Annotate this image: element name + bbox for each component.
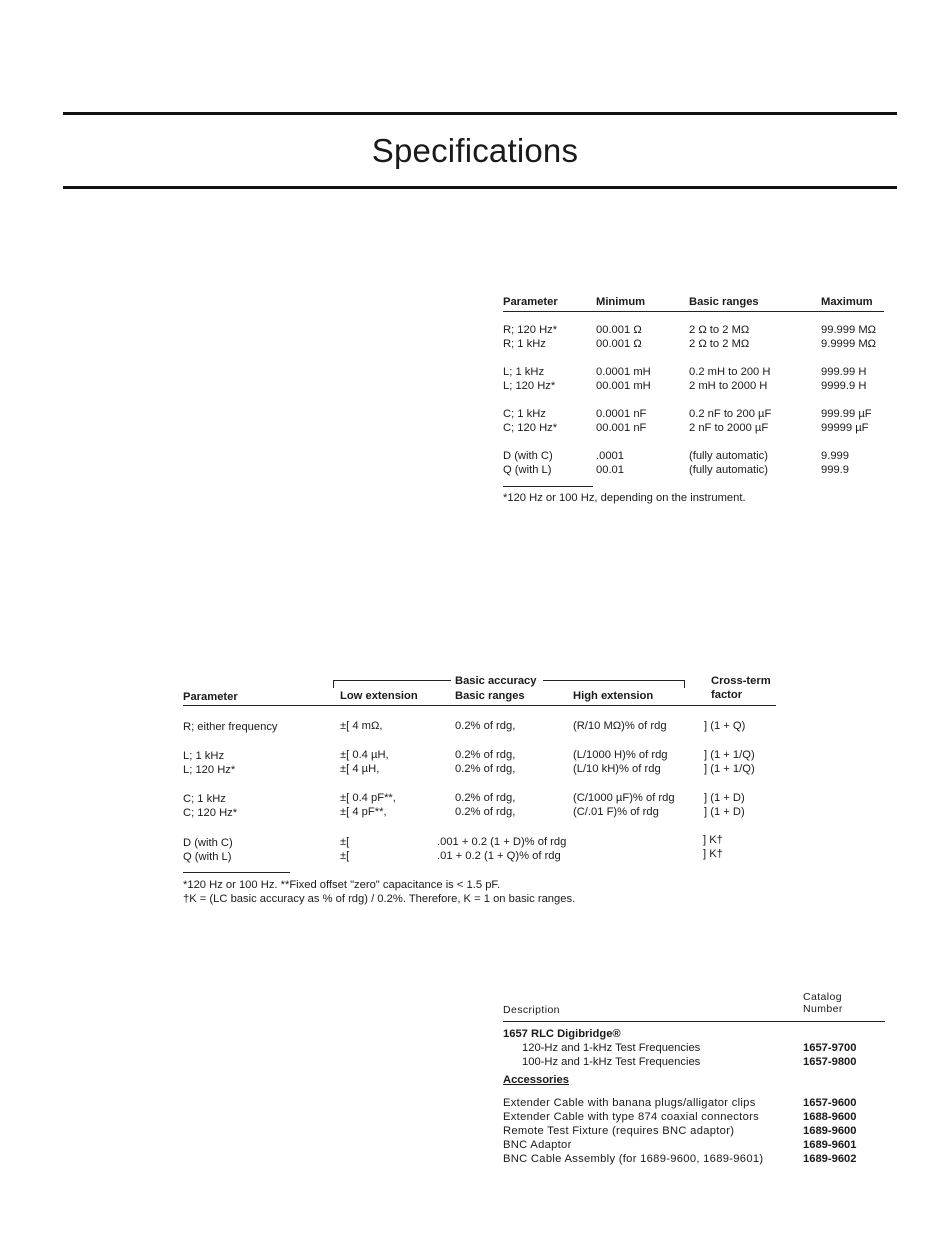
catalog-header-rule bbox=[503, 1021, 885, 1022]
ranges-footnote: *120 Hz or 100 Hz, depending on the instrument. bbox=[503, 492, 746, 504]
basic-accuracy-header: Basic accuracy bbox=[455, 675, 537, 687]
table-cell: ±[ bbox=[340, 836, 350, 848]
title-bottom-rule bbox=[63, 186, 897, 189]
catalog-item-description: 100-Hz and 1-kHz Test Frequencies bbox=[522, 1056, 701, 1068]
accessory-description: BNC Adaptor bbox=[503, 1139, 572, 1151]
accuracy-footnote-2: †K = (LC basic accuracy as % of rdg) / 0.2%. Therefore, K = 1 on basic ranges. bbox=[183, 893, 576, 905]
catalog-item-description: 120-Hz and 1-kHz Test Frequencies bbox=[522, 1042, 701, 1054]
accessory-number: 1689-9602 bbox=[803, 1153, 857, 1165]
table-cell: 00.001 Ω bbox=[596, 324, 642, 336]
table-cell: 0.2% of rdg, bbox=[455, 749, 516, 761]
page-title: Specifications bbox=[371, 132, 579, 169]
table-cell: 2 mH to 2000 H bbox=[689, 380, 768, 392]
accessory-number: 1689-9600 bbox=[803, 1125, 857, 1137]
table-cell: ±[ 0.4 pF**, bbox=[340, 792, 396, 804]
table-cell: 0.0001 mH bbox=[596, 366, 651, 378]
accuracy-footnote-rule bbox=[183, 872, 290, 873]
accuracy-header-low-extension: Low extension bbox=[340, 690, 418, 702]
table-cell: 2 Ω to 2 MΩ bbox=[689, 338, 750, 350]
table-cell: R; 1 kHz bbox=[503, 338, 546, 350]
table-cell: C; 120 Hz* bbox=[183, 807, 238, 819]
accessory-description: Extender Cable with banana plugs/alligator clips bbox=[503, 1097, 756, 1109]
accuracy-header-basic-ranges: Basic ranges bbox=[455, 690, 525, 702]
table-cell: 999.99 H bbox=[821, 366, 867, 378]
accuracy-header-parameter: Parameter bbox=[183, 691, 238, 703]
table-cell: (C/1000 µF)% of rdg bbox=[573, 792, 675, 804]
table-cell: ±[ 4 mΩ, bbox=[340, 720, 383, 732]
table-cell: ] (1 + 1/Q) bbox=[704, 749, 755, 761]
accessory-description: Extender Cable with type 874 coaxial connectors bbox=[503, 1111, 760, 1123]
table-cell: ] K† bbox=[703, 834, 723, 846]
table-cell: 9.999 bbox=[821, 450, 849, 462]
accuracy-header-rule bbox=[183, 705, 776, 706]
accuracy-footnote-1: *120 Hz or 100 Hz. **Fixed offset "zero" capacitance is < 1.5 pF. bbox=[183, 879, 501, 891]
catalog-header-catalog: Catalog bbox=[803, 991, 842, 1003]
table-cell: ±[ 0.4 µH, bbox=[340, 749, 389, 761]
table-cell: D (with C) bbox=[503, 450, 553, 462]
table-cell: 0.2% of rdg, bbox=[455, 792, 516, 804]
table-cell: C; 1 kHz bbox=[503, 408, 546, 420]
table-cell: 2 Ω to 2 MΩ bbox=[689, 324, 750, 336]
table-cell: 00.01 bbox=[596, 464, 624, 476]
cross-term-header: Cross-term bbox=[711, 675, 771, 687]
table-cell: 9.9999 MΩ bbox=[821, 338, 877, 350]
table-cell: L; 120 Hz* bbox=[503, 380, 556, 392]
table-cell: ] K† bbox=[703, 848, 723, 860]
table-cell: C; 120 Hz* bbox=[503, 422, 558, 434]
accessory-number: 1657-9600 bbox=[803, 1097, 857, 1109]
table-cell: R; either frequency bbox=[183, 721, 278, 733]
table-cell: (R/10 MΩ)% of rdg bbox=[573, 720, 667, 732]
ranges-header-parameter: Parameter bbox=[503, 296, 558, 308]
table-cell: L; 1 kHz bbox=[503, 366, 545, 378]
table-cell: .01 + 0.2 (1 + Q)% of rdg bbox=[437, 850, 561, 862]
ranges-header-basic-ranges: Basic ranges bbox=[689, 296, 759, 308]
catalog-item-number: 1657-9800 bbox=[803, 1056, 857, 1068]
catalog-item-number: 1657-9700 bbox=[803, 1042, 857, 1054]
table-cell: 999.9 bbox=[821, 464, 849, 476]
table-cell: ] (1 + Q) bbox=[704, 720, 746, 732]
table-cell: 0.2% of rdg, bbox=[455, 806, 516, 818]
table-cell: 9999.9 H bbox=[821, 380, 867, 392]
table-cell: 0.2 nF to 200 µF bbox=[689, 408, 772, 420]
table-cell: Q (with L) bbox=[503, 464, 552, 476]
table-cell: 99.999 MΩ bbox=[821, 324, 877, 336]
basic-accuracy-bracket-left bbox=[333, 680, 451, 681]
table-cell: ] (1 + 1/Q) bbox=[704, 763, 755, 775]
table-cell: 0.0001 nF bbox=[596, 408, 647, 420]
accessory-number: 1689-9601 bbox=[803, 1139, 857, 1151]
ranges-header-rule bbox=[503, 311, 884, 312]
table-cell: D (with C) bbox=[183, 837, 233, 849]
table-cell: 0.2 mH to 200 H bbox=[689, 366, 771, 378]
table-cell: R; 120 Hz* bbox=[503, 324, 558, 336]
basic-accuracy-bracket-right-tick bbox=[684, 680, 685, 688]
table-cell: 99999 µF bbox=[821, 422, 869, 434]
table-cell: 2 nF to 2000 µF bbox=[689, 422, 769, 434]
accessories-heading: Accessories bbox=[503, 1074, 569, 1086]
accessory-description: Remote Test Fixture (requires BNC adaptor) bbox=[503, 1125, 735, 1137]
catalog-header-number: Number bbox=[803, 1003, 843, 1015]
basic-accuracy-bracket-left-tick bbox=[333, 680, 334, 688]
table-cell: L; 1 kHz bbox=[183, 750, 225, 762]
cross-term-header-2: factor bbox=[711, 689, 743, 701]
ranges-footnote-rule bbox=[503, 486, 593, 487]
accessory-number: 1688-9600 bbox=[803, 1111, 857, 1123]
top-rule bbox=[63, 112, 897, 115]
table-cell: L; 120 Hz* bbox=[183, 764, 236, 776]
table-cell: (L/1000 H)% of rdg bbox=[573, 749, 668, 761]
accessory-description: BNC Cable Assembly (for 1689-9600, 1689-9601) bbox=[503, 1153, 764, 1165]
table-cell: 00.001 nF bbox=[596, 422, 647, 434]
table-cell: .0001 bbox=[596, 450, 624, 462]
table-cell: Q (with L) bbox=[183, 851, 232, 863]
table-cell: .001 + 0.2 (1 + D)% of rdg bbox=[437, 836, 567, 848]
table-cell: ] (1 + D) bbox=[704, 806, 745, 818]
ranges-header-maximum: Maximum bbox=[821, 296, 873, 308]
table-cell: (L/10 kH)% of rdg bbox=[573, 763, 661, 775]
table-cell: ±[ 4 µH, bbox=[340, 763, 380, 775]
table-cell: C; 1 kHz bbox=[183, 793, 226, 805]
table-cell: 00.001 mH bbox=[596, 380, 651, 392]
table-cell: (fully automatic) bbox=[689, 450, 768, 462]
table-cell: (C/.01 F)% of rdg bbox=[573, 806, 659, 818]
table-cell: ] (1 + D) bbox=[704, 792, 745, 804]
table-cell: 999.99 µF bbox=[821, 408, 872, 420]
basic-accuracy-bracket-right bbox=[543, 680, 685, 681]
table-cell: 00.001 Ω bbox=[596, 338, 642, 350]
catalog-product-title: 1657 RLC Digibridge® bbox=[503, 1028, 621, 1040]
table-cell: 0.2% of rdg, bbox=[455, 720, 516, 732]
table-cell: 0.2% of rdg, bbox=[455, 763, 516, 775]
catalog-header-description: Description bbox=[503, 1004, 560, 1016]
ranges-header-minimum: Minimum bbox=[596, 296, 646, 308]
table-cell: ±[ 4 pF**, bbox=[340, 806, 387, 818]
table-cell: ±[ bbox=[340, 850, 350, 862]
accuracy-header-high-extension: High extension bbox=[573, 690, 654, 702]
table-cell: (fully automatic) bbox=[689, 464, 768, 476]
